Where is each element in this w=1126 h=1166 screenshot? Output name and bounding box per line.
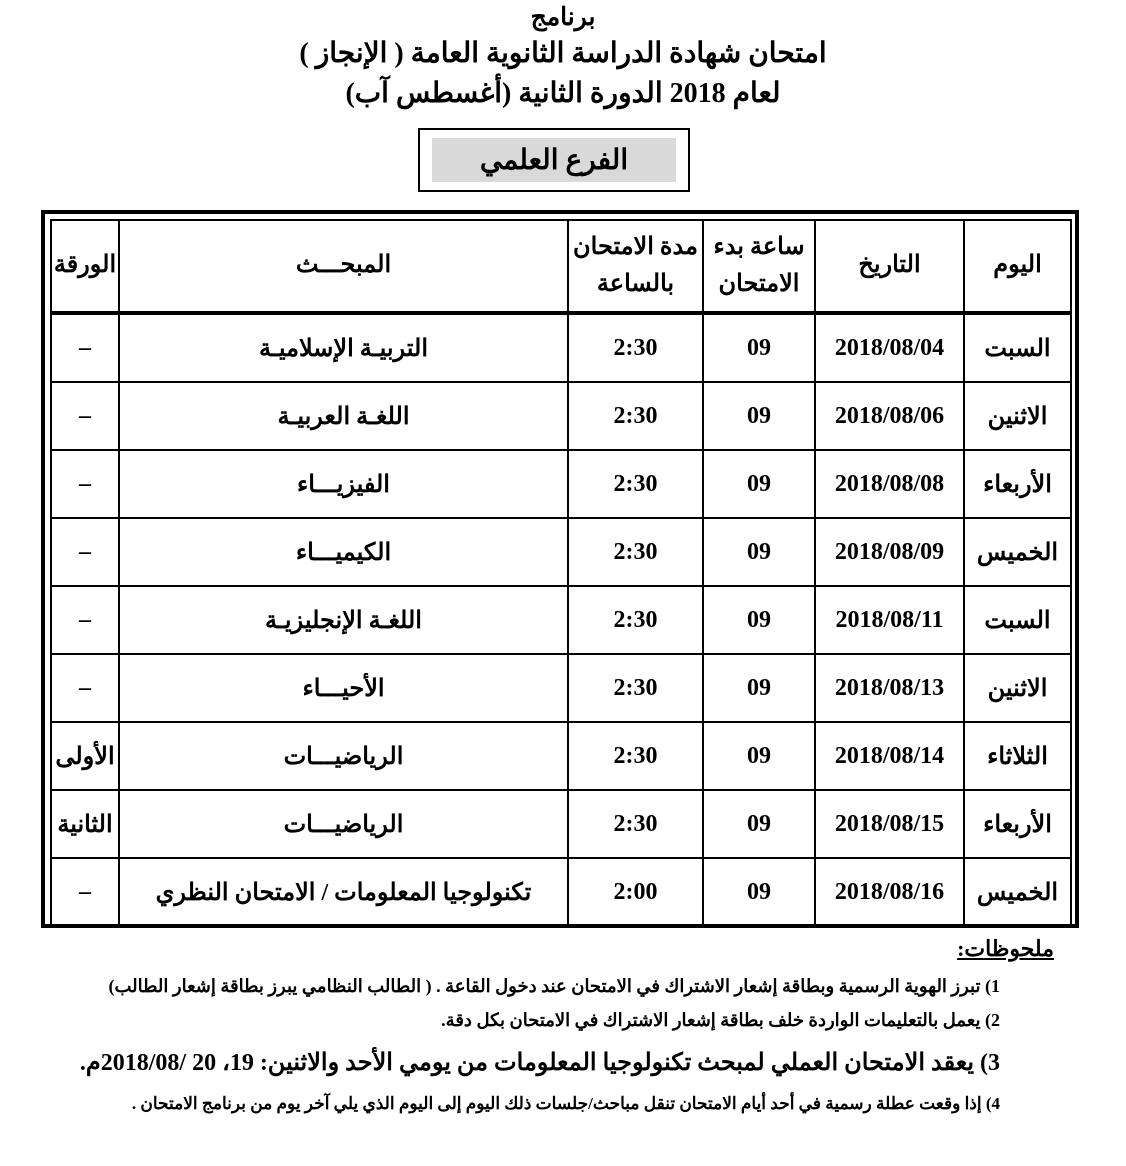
row-paper: الثانية <box>51 790 119 858</box>
row-day: الخميس <box>964 518 1071 586</box>
row-subject: اللغـة الإنجليزيـة <box>119 586 568 654</box>
program-label: برنامج <box>530 4 596 31</box>
row-start: 09 <box>703 790 815 858</box>
row-start: 09 <box>703 518 815 586</box>
note-item: 4) إذا وقعت عطلة رسمية في أحد أيام الامتحان تنقل مباحث/جلسات ذلك اليوم إلى اليوم الذي يلي آخر يوم من برنامج الامتحان . <box>131 1094 1000 1113</box>
row-paper: – <box>51 858 119 926</box>
row-start: 09 <box>703 654 815 722</box>
note-item: 3) يعقد الامتحان العملي لمبحث تكنولوجيا المعلومات من يومي الأحد والاثنين: 19، 20 /2018/08م. <box>79 1050 1000 1076</box>
note-item: 1) تبرز الهوية الرسمية وبطاقة إشعار الاشتراك في الامتحان عند دخول القاعة . ( الطالب النظامي يبرز بطاقة إشعار الطالب) <box>108 976 1000 996</box>
row-day: الأربعاء <box>964 450 1071 518</box>
row-day: السبت <box>964 313 1071 382</box>
header-start-time: ساعة بدء الامتحان <box>703 220 815 313</box>
row-duration: 2:30 <box>568 654 703 722</box>
row-duration: 2:30 <box>568 313 703 382</box>
row-duration: 2:30 <box>568 722 703 790</box>
branch-label: الفرع العلمي <box>432 138 676 182</box>
table-row <box>51 790 1071 858</box>
row-date: 2018/08/13 <box>815 654 964 722</box>
table-row <box>51 722 1071 790</box>
table-header-row <box>51 220 1071 313</box>
header-date: التاريخ <box>815 220 964 313</box>
row-paper: الأولى <box>51 722 119 790</box>
row-paper: – <box>51 654 119 722</box>
row-subject: الأحيـــاء <box>119 654 568 722</box>
header-duration: مدة الامتحان بالساعة <box>568 220 703 313</box>
row-duration: 2:30 <box>568 790 703 858</box>
row-day: السبت <box>964 586 1071 654</box>
row-date: 2018/08/09 <box>815 518 964 586</box>
header-day: اليوم <box>964 220 1071 313</box>
row-paper: – <box>51 313 119 382</box>
row-duration: 2:30 <box>568 450 703 518</box>
row-subject: الرياضيـــات <box>119 790 568 858</box>
branch-box <box>418 128 690 192</box>
row-paper: – <box>51 450 119 518</box>
row-duration: 2:30 <box>568 382 703 450</box>
table-row <box>51 586 1071 654</box>
row-day: الاثنين <box>964 654 1071 722</box>
row-start: 09 <box>703 858 815 926</box>
row-paper: – <box>51 586 119 654</box>
table-row <box>51 313 1071 382</box>
row-date: 2018/08/08 <box>815 450 964 518</box>
exam-title: امتحان شهادة الدراسة الثانوية العامة ( الإنجاز ) <box>299 38 827 69</box>
row-subject: الفيزيـــاء <box>119 450 568 518</box>
row-duration: 2:30 <box>568 586 703 654</box>
table-row <box>51 518 1071 586</box>
row-date: 2018/08/14 <box>815 722 964 790</box>
row-day: الثلاثاء <box>964 722 1071 790</box>
row-start: 09 <box>703 313 815 382</box>
row-date: 2018/08/15 <box>815 790 964 858</box>
header-subject: المبحـــث <box>119 220 568 313</box>
header-paper: الورقة <box>51 220 119 313</box>
row-date: 2018/08/16 <box>815 858 964 926</box>
row-paper: – <box>51 518 119 586</box>
row-start: 09 <box>703 450 815 518</box>
row-subject: التربيـة الإسلاميـة <box>119 313 568 382</box>
row-day: الأربعاء <box>964 790 1071 858</box>
row-subject: الكيميـــاء <box>119 518 568 586</box>
row-start: 09 <box>703 722 815 790</box>
exam-session: لعام 2018 الدورة الثانية (أغسطس آب) <box>345 78 781 109</box>
table-row <box>51 450 1071 518</box>
row-subject: اللغـة العربيـة <box>119 382 568 450</box>
row-date: 2018/08/11 <box>815 586 964 654</box>
schedule-table <box>50 219 1072 927</box>
schedule-table-frame <box>41 210 1079 928</box>
notes-title: ملحوظات: <box>957 936 1054 961</box>
row-subject: الرياضيـــات <box>119 722 568 790</box>
row-date: 2018/08/06 <box>815 382 964 450</box>
table-row <box>51 654 1071 722</box>
row-day: الاثنين <box>964 382 1071 450</box>
row-start: 09 <box>703 586 815 654</box>
row-duration: 2:30 <box>568 518 703 586</box>
note-item: 2) يعمل بالتعليمات الواردة خلف بطاقة إشعار الاشتراك في الامتحان بكل دقة. <box>441 1010 1000 1030</box>
row-duration: 2:00 <box>568 858 703 926</box>
row-start: 09 <box>703 382 815 450</box>
row-day: الخميس <box>964 858 1071 926</box>
table-row <box>51 382 1071 450</box>
table-row <box>51 858 1071 926</box>
row-date: 2018/08/04 <box>815 313 964 382</box>
row-paper: – <box>51 382 119 450</box>
row-subject: تكنولوجيا المعلومات / الامتحان النظري <box>119 858 568 926</box>
